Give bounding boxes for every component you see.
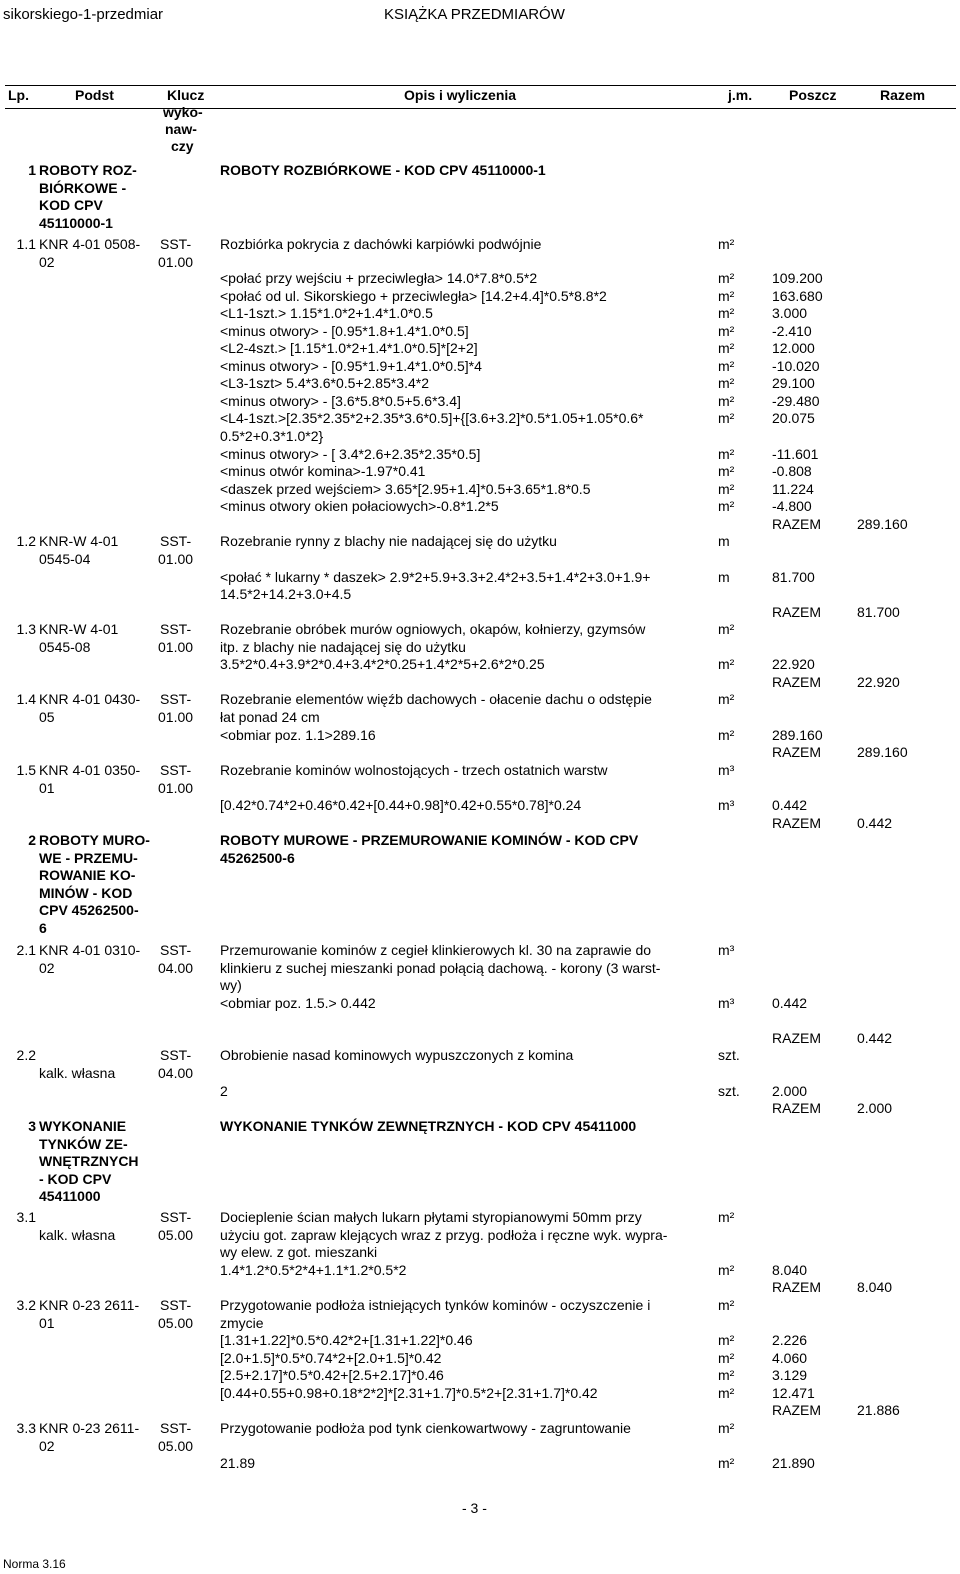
unit: m² (718, 323, 735, 339)
description-text: <L4-1szt.>[2.35*2.35*2+2.35*3.6*0.5]+{[3.6+3.2]*0.5*1.05+1.05*0.6* (220, 410, 644, 426)
sum-value: 289.160 (857, 516, 908, 532)
partial-value: 2.226 (772, 1332, 808, 1348)
unit: m² (718, 305, 735, 321)
header-title: KSIĄŻKA PRZEDMIARÓW (384, 6, 565, 23)
spec-code: 01.00 (158, 550, 194, 567)
spec-code: 05.00 (158, 1226, 194, 1243)
description-text: [2.5+2.17]*0.5*0.42+[2.5+2.17]*0.46 (220, 1367, 444, 1383)
podst-text: 01 (39, 779, 55, 796)
description-text: <połać * lukarny * daszek> 2.9*2+5.9+3.3+2.4*2+3.5+1.4*2+3.0+1.9+ (220, 569, 651, 585)
partial-value: 3.129 (772, 1367, 808, 1383)
podst-text: KNR-W 4-01 (39, 533, 119, 549)
partial-value: 11.224 (772, 481, 814, 497)
partial-value: 0.442 (772, 797, 808, 813)
description-text: 14.5*2+14.2+3.0+4.5 (220, 586, 352, 602)
unit: m² (718, 463, 735, 479)
spec-code: 04.00 (158, 1064, 194, 1081)
unit: m² (718, 270, 735, 286)
norma-version: Norma 3.16 (3, 1557, 66, 1571)
item-number: 3 (28, 1118, 36, 1134)
col-klucz-4: czy (171, 138, 194, 154)
unit: m (718, 533, 730, 549)
sum-value: 289.160 (857, 744, 908, 760)
description-text: 2 (220, 1083, 228, 1099)
item-number: 3.2 (16, 1297, 36, 1313)
unit: m² (718, 1455, 735, 1471)
sum-label: RAZEM (772, 1100, 821, 1116)
item-number: 1.4 (16, 691, 36, 707)
spec-code: 04.00 (158, 959, 194, 976)
podst-text: kalk. własna (39, 1226, 116, 1243)
unit: m² (718, 236, 735, 252)
podst-text: 01 (39, 1314, 55, 1331)
description-text: <minus otwory okien połaciowych>-0.8*1.2*5 (220, 498, 499, 514)
description-text: <daszek przed wejściem> 3.65*[2.95+1.4]*0.5+3.65*1.8*0.5 (220, 481, 591, 497)
podst-text: WE - PRZEMU- (39, 849, 138, 866)
description-text: WYKONANIE TYNKÓW ZEWNĘTRZNYCH - KOD CPV 45411000 (220, 1118, 637, 1134)
podst-text: KNR 0-23 2611- (39, 1420, 140, 1436)
podst-text: 05 (39, 708, 55, 725)
description-text: ROBOTY ROZBIÓRKOWE - KOD CPV 45110000-1 (220, 162, 546, 178)
item-number: 1.1 (16, 236, 36, 252)
unit: m² (718, 340, 735, 356)
description-text: Rozebranie obróbek murów ogniowych, okapów, kołnierzy, gzymsów (220, 621, 646, 637)
sum-label: RAZEM (772, 516, 821, 532)
col-opis: Opis i wyliczenia (404, 87, 517, 103)
table-header-bottom-rule (5, 108, 956, 109)
podst-text: 0545-08 (39, 638, 91, 655)
unit: m³ (718, 942, 735, 958)
unit: m² (718, 1209, 735, 1225)
podst-text: KNR 4-01 0430- (39, 691, 141, 707)
description-text: zmycie (220, 1315, 264, 1331)
podst-text: TYNKÓW ZE- (39, 1135, 128, 1152)
partial-value: 2.000 (772, 1083, 808, 1099)
podst-text: KNR 0-23 2611- (39, 1297, 140, 1313)
description-text: Rozbiórka pokrycia z dachówki karpiówki podwójnie (220, 236, 542, 252)
partial-value: 12.000 (772, 340, 815, 356)
unit: m² (718, 498, 735, 514)
description-text: <obmiar poz. 1.5.> 0.442 (220, 995, 376, 1011)
podst-text: 45110000-1 (39, 214, 113, 231)
item-number: 1.3 (16, 621, 36, 637)
spec-code: 01.00 (158, 779, 194, 796)
spec-code: 01.00 (158, 638, 194, 655)
unit: m³ (718, 995, 735, 1011)
header-file-name: sikorskiego-1-przedmiar (3, 6, 164, 23)
podst-text: CPV 45262500- (39, 902, 139, 918)
description-text: 3.5*2*0.4+3.9*2*0.4+3.4*2*0.25+1.4*2*5+2.6*2*0.25 (220, 656, 545, 672)
partial-value: 4.060 (772, 1350, 808, 1366)
unit: m² (718, 1385, 735, 1401)
description-text: <minus otwory> - [0.95*1.9+1.4*1.0*0.5]*4 (220, 358, 482, 374)
spec-code: SST- (160, 1047, 192, 1063)
unit: m² (718, 656, 735, 672)
sum-value: 8.040 (857, 1279, 893, 1295)
partial-value: 20.075 (772, 410, 815, 426)
unit: m² (718, 393, 735, 409)
item-number: 3.1 (16, 1209, 36, 1225)
sum-value: 0.442 (857, 815, 893, 831)
sum-label: RAZEM (772, 1030, 821, 1046)
podst-text: MINÓW - KOD (39, 884, 133, 901)
description-text: <minus otwory> - [0.95*1.8+1.4*1.0*0.5] (220, 323, 469, 339)
partial-value: -10.020 (772, 358, 820, 374)
podst-text: 0545-04 (39, 550, 91, 567)
unit: szt. (718, 1047, 740, 1063)
sum-label: RAZEM (772, 1279, 821, 1295)
description-text: <minus otwory> - [ 3.4*2.6+2.35*2.35*0.5] (220, 446, 481, 462)
col-poszcz: Poszcz (789, 87, 837, 103)
unit: szt. (718, 1083, 740, 1099)
podst-text: WYKONANIE (39, 1118, 127, 1134)
sum-value: 0.442 (857, 1030, 893, 1046)
table-header-top-rule (5, 85, 956, 86)
podst-text: 45411000 (39, 1188, 101, 1204)
col-razem: Razem (880, 87, 926, 103)
description-text: <L2-4szt.> [1.15*1.0*2+1.4*1.0*0.5]*[2+2] (220, 340, 478, 356)
partial-value: 0.442 (772, 995, 808, 1011)
partial-value: 163.680 (772, 288, 823, 304)
description-text: wy) (220, 977, 242, 993)
spec-code: SST- (160, 533, 192, 549)
spec-code: SST- (160, 691, 192, 707)
partial-value: 29.100 (772, 375, 815, 391)
unit: m² (718, 1420, 735, 1436)
description-text: wy elew. z got. mieszanki (220, 1244, 378, 1260)
description-text: 1.4*1.2*0.5*2*4+1.1*1.2*0.5*2 (220, 1262, 407, 1278)
podst-text: ROBOTY MURO- (39, 832, 150, 848)
description-text: ROBOTY MUROWE - PRZEMUROWANIE KOMINÓW - KOD CPV (220, 832, 639, 848)
sum-label: RAZEM (772, 744, 821, 760)
podst-text: - KOD CPV (39, 1170, 112, 1187)
unit: m³ (718, 762, 735, 778)
item-number: 1 (28, 162, 36, 178)
item-number: 3.3 (16, 1420, 36, 1436)
unit: m² (718, 1262, 735, 1278)
unit: m² (718, 481, 735, 497)
partial-value: 12.471 (772, 1385, 815, 1401)
item-number: 2.2 (16, 1047, 36, 1063)
sum-value: 21.886 (857, 1402, 900, 1418)
sum-value: 22.920 (857, 674, 900, 690)
col-lp: Lp. (8, 87, 29, 103)
description-text: <minus otwory> - [3.6*5.8*0.5+5.6*3.4] (220, 393, 461, 409)
podst-text: KNR 4-01 0310- (39, 942, 141, 958)
unit: m (718, 569, 730, 585)
podst-text: 02 (39, 959, 55, 976)
description-text: <minus otwór komina>-1.97*0.41 (220, 463, 426, 479)
unit: m² (718, 1350, 735, 1366)
podst-text: BIÓRKOWE - (39, 179, 127, 196)
spec-code: SST- (160, 942, 192, 958)
sum-label: RAZEM (772, 604, 821, 620)
description-text: [2.0+1.5]*0.5*0.74*2+[2.0+1.5]*0.42 (220, 1350, 442, 1366)
unit: m² (718, 727, 735, 743)
item-number: 1.2 (16, 533, 36, 549)
unit: m² (718, 375, 735, 391)
description-text: Przygotowanie podłoża pod tynk cienkowartwowy - zagruntowanie (220, 1420, 631, 1436)
description-text: klinkieru z suchej mieszanki ponad połącią dachową. - korony (3 warst- (220, 960, 661, 976)
podst-text: WNĘTRZNYCH (39, 1153, 139, 1169)
description-text: <obmiar poz. 1.1>289.16 (220, 727, 376, 743)
sum-label: RAZEM (772, 674, 821, 690)
description-text: Docieplenie ścian małych lukarn płytami styropianowymi 50mm przy (220, 1209, 642, 1225)
unit: m² (718, 1297, 735, 1313)
partial-value: 8.040 (772, 1262, 808, 1278)
unit: m² (718, 621, 735, 637)
spec-code: SST- (160, 1420, 192, 1436)
podst-text: KNR 4-01 0508- (39, 236, 141, 252)
description-text: [1.31+1.22]*0.5*0.42*2+[1.31+1.22]*0.46 (220, 1332, 473, 1348)
unit: m² (718, 1332, 735, 1348)
spec-code: 01.00 (158, 253, 194, 270)
partial-value: 22.920 (772, 656, 815, 672)
description-text: Rozebranie rynny z blachy nie nadającej się do użytku (220, 533, 557, 549)
description-text: itp. z blachy nie nadającej się do użytku (220, 639, 466, 655)
description-text: 0.5*2+0.3*1.0*2} (220, 428, 324, 444)
col-klucz-2: wyko- (163, 104, 203, 120)
partial-value: -0.808 (772, 463, 812, 479)
item-number: 1.5 (16, 762, 36, 778)
partial-value: 21.890 (772, 1455, 815, 1471)
spec-code: SST- (160, 236, 192, 252)
spec-code: 05.00 (158, 1314, 194, 1331)
description-text: Przemurowanie kominów z cegieł klinkierowych kl. 30 na zaprawie do (220, 942, 652, 958)
description-text: Obrobienie nasad kominowych wypuszczonych z komina (220, 1047, 574, 1063)
description-text: <połać od ul. Sikorskiego + przeciwległa> [14.2+4.4]*0.5*8.8*2 (220, 288, 607, 304)
unit: m² (718, 1367, 735, 1383)
unit: m² (718, 446, 735, 462)
partial-value: -11.601 (772, 446, 819, 462)
page-number: - 3 - (462, 1500, 487, 1516)
podst-text: 02 (39, 1437, 55, 1454)
partial-value: 109.200 (772, 270, 823, 286)
partial-value: 3.000 (772, 305, 808, 321)
partial-value: -4.800 (772, 498, 812, 514)
podst-text: KNR-W 4-01 (39, 621, 119, 637)
description-text: Przygotowanie podłoża istniejących tynków kominów - oczyszczenie i (220, 1297, 651, 1313)
partial-value: -2.410 (772, 323, 812, 339)
description-text: <połać przy wejściu + przeciwległa> 14.0*7.8*0.5*2 (220, 270, 538, 286)
spec-code: SST- (160, 1209, 192, 1225)
description-text: 45262500-6 (220, 850, 295, 866)
podst-text: kalk. własna (39, 1064, 116, 1081)
unit: m² (718, 288, 735, 304)
col-podst: Podst (75, 87, 114, 103)
description-text: Rozebranie kominów wolnostojących - trzech ostatnich warstw (220, 762, 608, 778)
sum-value: 81.700 (857, 604, 900, 620)
podst-text: KOD CPV (39, 197, 103, 213)
description-text: [0.42*0.74*2+0.46*0.42+[0.44+0.98]*0.42+0.55*0.78]*0.24 (220, 797, 582, 813)
unit: m³ (718, 797, 735, 813)
podst-text: 02 (39, 253, 55, 270)
item-number: 2 (28, 832, 36, 848)
col-klucz-3: naw- (165, 121, 197, 137)
podst-text: KNR 4-01 0350- (39, 762, 141, 778)
description-text: <L3-1szt> 5.4*3.6*0.5+2.85*3.4*2 (220, 375, 430, 391)
description-text: [0.44+0.55+0.98+0.18*2*2]*[2.31+1.7]*0.5*2+[2.31+1.7]*0.42 (220, 1385, 598, 1401)
podst-text: 6 (39, 919, 47, 936)
unit: m² (718, 691, 735, 707)
sum-label: RAZEM (772, 815, 821, 831)
spec-code: 01.00 (158, 708, 194, 725)
unit: m² (718, 358, 735, 374)
spec-code: SST- (160, 762, 192, 778)
item-number: 2.1 (16, 942, 36, 958)
spec-code: 05.00 (158, 1437, 194, 1454)
partial-value: 81.700 (772, 569, 815, 585)
unit: m² (718, 410, 735, 426)
description-text: Rozebranie elementów więźb dachowych - ołacenie dachu o odstępie (220, 691, 652, 707)
sum-label: RAZEM (772, 1402, 821, 1418)
description-text: użyciu got. zapraw klejących wraz z przyg. podłoża i ręczne wyk. wypra- (220, 1227, 668, 1243)
podst-text: ROBOTY ROZ- (39, 162, 137, 178)
sum-value: 2.000 (857, 1100, 893, 1116)
partial-value: 289.160 (772, 727, 823, 743)
col-klucz: Klucz (167, 87, 205, 103)
spec-code: SST- (160, 1297, 192, 1313)
description-text: <L1-1szt.> 1.15*1.0*2+1.4*1.0*0.5 (220, 305, 433, 321)
partial-value: -29.480 (772, 393, 820, 409)
col-jm: j.m. (728, 87, 753, 103)
description-text: 21.89 (220, 1455, 256, 1471)
description-text: łat ponad 24 cm (220, 709, 320, 725)
spec-code: SST- (160, 621, 192, 637)
podst-text: ROWANIE KO- (39, 867, 136, 883)
